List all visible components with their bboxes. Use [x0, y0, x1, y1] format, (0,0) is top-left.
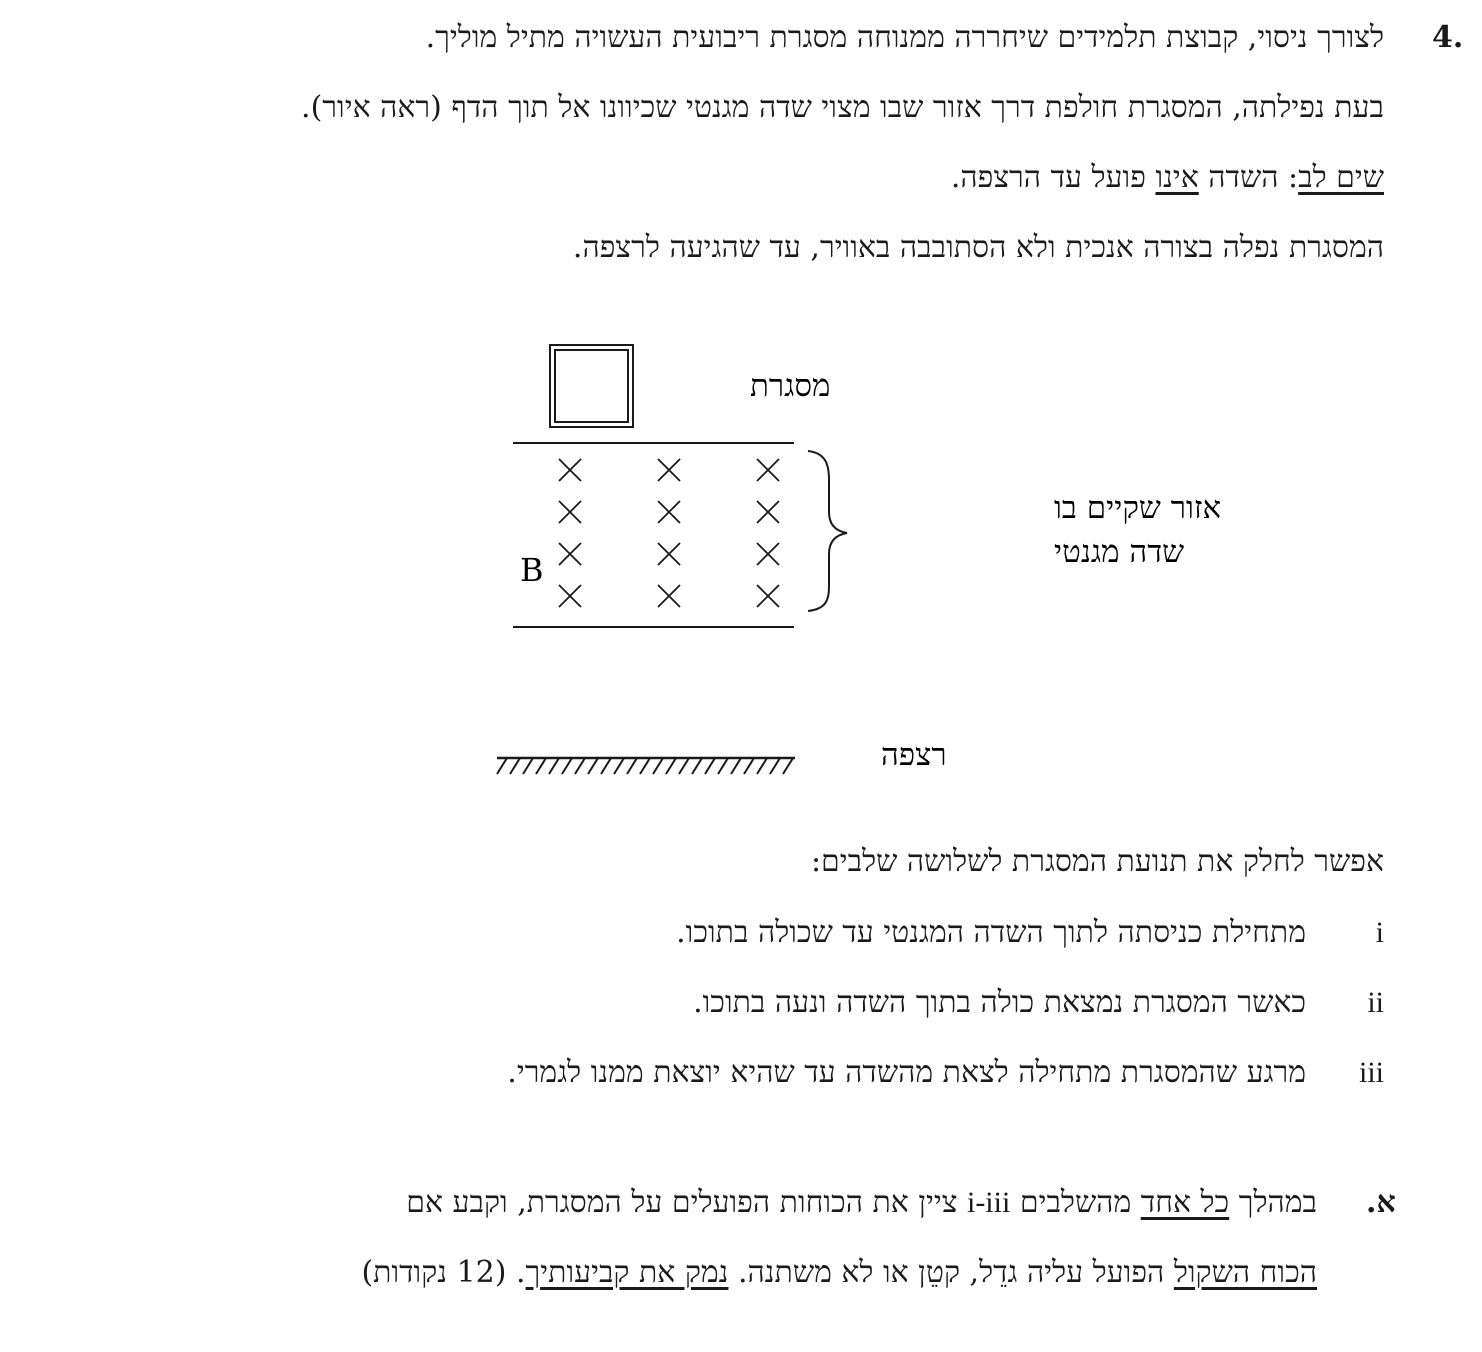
question-line-2: בעת נפילתה, המסגרת חולפת דרך אזור שבו מצוי שדה מגנטי שכיוונו אל תוך הדף (ראה איור). [301, 90, 1384, 125]
part-a-every-one: כל אחד [1140, 1185, 1230, 1220]
stage-number-ii: ii [1367, 986, 1384, 1019]
floor-label: רצפה [881, 737, 947, 773]
part-a-acting: הפועל עליה גדֵל, קטֵן או לא משתנה. [728, 1255, 1174, 1290]
cross-mark [658, 585, 680, 607]
stage-text-ii: כאשר המסגרת נמצאת כולה בתוך השדה ונעה בתוכו. [693, 985, 1306, 1020]
question-line-1: לצורך ניסוי, קבוצת תלמידים שיחררה ממנוחה מסגרת ריבועית העשויה מתיל מוליך. [425, 20, 1384, 55]
part-a-during: במהלך [1229, 1185, 1317, 1220]
cross-mark [559, 543, 581, 565]
part-a-explain: נמק את קביעותיך [525, 1255, 729, 1290]
field-symbol-b: B [520, 551, 544, 589]
attention-note [951, 158, 1384, 198]
floor-hatching [497, 758, 793, 774]
frame-label: מסגרת [750, 368, 831, 404]
part-a-line-1 [406, 1183, 1317, 1223]
stage-number-i: i [1375, 916, 1384, 949]
stages-intro: אפשר לחלק את תנועת המסגרת לשלושה שלבים: [810, 844, 1384, 879]
part-a-line-2 [361, 1253, 1317, 1293]
attention-not: אינו [1155, 160, 1199, 195]
cross-mark [658, 501, 680, 523]
cross-mark [658, 459, 680, 481]
part-a-of-stages: מהשלבים [1010, 1185, 1141, 1220]
part-a-letter: א. [1366, 1185, 1396, 1220]
stage-number-iii: iii [1358, 1056, 1384, 1089]
cross-mark [757, 501, 779, 523]
region-label-line-2: שדה מגנטי [1054, 534, 1185, 570]
cross-mark [658, 543, 680, 565]
part-a-net-force: הכוח השקול [1173, 1255, 1317, 1290]
stage-text-i: מתחילת כניסתה לתוך השדה המגנטי עד שכולה בתוכו. [676, 915, 1306, 950]
part-a-stage-range: i-iii [966, 1186, 1011, 1219]
attention-label: שים לב [1298, 160, 1384, 195]
conducting-frame [550, 345, 633, 427]
cross-mark [757, 585, 779, 607]
attention-rest: פועל עד הרצפה. [950, 160, 1156, 195]
question-line-4: המסגרת נפלה בצורה אנכית ולא הסתובבה באוויר, עד שהגיעה לרצפה. [572, 230, 1384, 265]
part-a-points: . (12 נקודות) [361, 1255, 526, 1290]
region-brace [808, 451, 847, 611]
cross-mark [757, 459, 779, 481]
part-a-instruction: ציין את הכוחות הפועלים על המסגרת, וקבע אם [406, 1185, 967, 1220]
field-crosses [559, 459, 779, 607]
cross-mark [559, 459, 581, 481]
cross-mark [559, 585, 581, 607]
cross-mark [757, 543, 779, 565]
region-label-line-1: אזור שקיים בו [1054, 490, 1222, 526]
question-number: 4. [1432, 20, 1464, 55]
cross-mark [559, 501, 581, 523]
stage-text-iii: מרגע שהמסגרת מתחילה לצאת מהשדה עד שהיא יוצאת ממנו לגמרי. [507, 1055, 1306, 1090]
attention-colon: : השדה [1198, 160, 1299, 195]
